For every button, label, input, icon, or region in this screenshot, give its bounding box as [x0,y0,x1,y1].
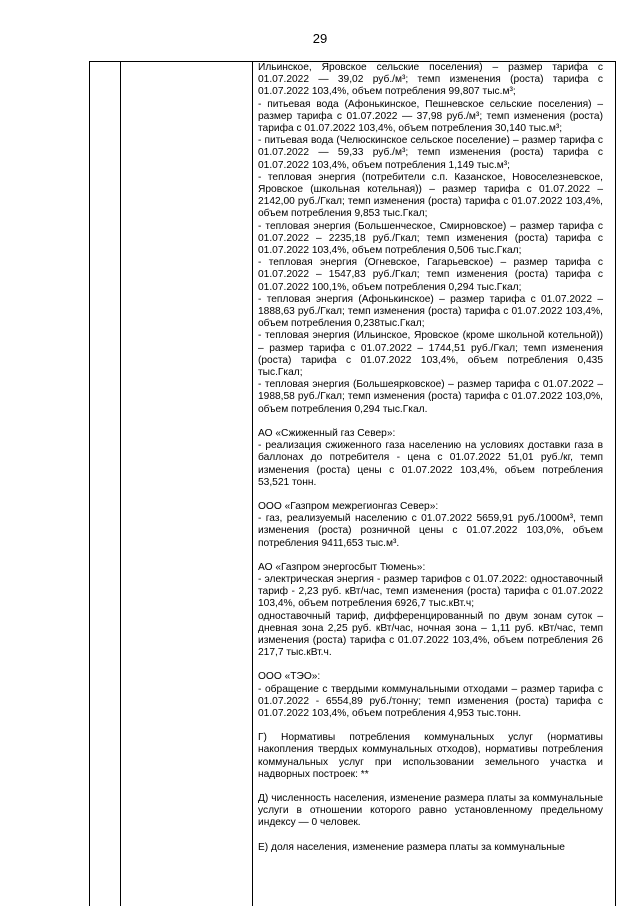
spacer [258,416,603,428]
text-paragraph: - тепловая энергия (Огневское, Гагарьевское) – размер тарифа с 01.07.2022 – 1547,83 руб./Гкал; темп изменения (роста) тарифа с 01.07.2022 100,1%, объем потребления 0,294 тыс.Гкал; [258,257,603,293]
text-paragraph: - электрическая энергия - размер тарифов с 01.07.2022: одноставочный тариф - 2,23 руб. кВт/час, темп изменения (роста) тарифа с 01.07.2022 103,4%, объем потребления 6926,7 тыс.кВт.ч; [258,573,603,610]
table-column-name [121,62,253,906]
text-paragraph: - тепловая энергия (Афонькинское) – размер тарифа с 01.07.2022 – 1888,63 руб./Гкал; темп изменения (роста) тарифа с 01.07.2022 103,4%, объем потребления 0,238тыс.Гкал; [258,293,603,330]
section-heading: ООО «Газпром межрегионгаз Север»: [258,500,439,512]
table-cell-content [258,62,603,854]
text-paragraph: - тепловая энергия (потребители с.п. Казанское, Новоселезневское, Яровское (школьная котельная)) – размер тарифа с 01.07.2022 – 2142,00 руб./Гкал; темп изменения (роста) тарифа с 01.07.2022 103,4%, объем потребления 9,853 тыс.Гкал; [258,171,603,220]
table-column-number [90,62,121,906]
section-heading: АО «Газпром энергосбыт Тюмень»: [258,561,426,573]
text-paragraph: - тепловая энергия (Большенческое, Смирновское) – размер тарифа с 01.07.2022 – 2235,18 руб./Гкал; темп изменения (роста) тарифа с 01.07.2022 103,4%, объем потребления 0,506 тыс.Гкал; [258,220,603,257]
text-paragraph: Д) численность населения, изменение размера платы за коммунальные услуги в отношении которого равно установленному предельному индексу — 0 человек. [258,792,603,829]
text-paragraph: - реализация сжиженного газа населению на условиях доставки газа в баллонах до потребителя - цена с 01.07.2022 51,01 руб./кг, темп изменения (роста) цены с 01.07.2022 103,4%, объем потребления 53,521 тонн. [258,440,603,488]
text-paragraph: - тепловая энергия (Ильинское, Яровское (кроме школьной котельной)) – размер тарифа с 01.07.2022 – 1744,51 руб./Гкал; темп изменения (роста) тарифа с 01.07.2022 103,4%, объем потребления 0,435 тыс.Гкал; [258,330,603,379]
text-paragraph: - газ, реализуемый населению с 01.07.2022 5659,91 руб./1000м³, темп изменения (роста) розничной цены с 01.07.2022 103,0%, объем потребления 9411,653 тыс.м³. [258,513,603,549]
spacer [258,550,603,562]
section-heading: АО «Сжиженный газ Север»: [258,427,396,439]
text-paragraph: одноставочный тариф, дифференцированный по двум зонам суток – дневная зона 2,25 руб. кВт/час, ночная зона – 1,11 руб. кВт/час, темп изменения (роста) тарифа с 01.07.2022 103,4%, объем потребления 26 217,7 тыс.кВт.ч. [258,610,603,659]
text-paragraph: - питьевая вода (Афонькинское, Пешневское сельские поселения) – размер тарифа с 01.07.2022 — 37,98 руб./м³; темп изменения (роста) тарифа с 01.07.2022 103,4%, объем потребления 30,140 тыс.м³; [258,98,603,135]
text-paragraph: - тепловая энергия (Большеярковское) – размер тарифа с 01.07.2022 – 1988,58 руб./Гкал; темп изменения (роста) тарифа с 01.07.2022 103,0%, объем потребления 0,294 тыс.Гкал. [258,379,603,415]
spacer [258,830,603,842]
text-paragraph: Г) Нормативы потребления коммунальных услуг (нормативы накопления твердых коммунальных отходов), нормативы потребления коммунальных услуг при использовании земельного участка и надворных построек: ** [258,732,603,780]
text-paragraph: Е) доля населения, изменение размера платы за коммунальные [258,841,565,853]
document-table [89,61,616,906]
spacer [258,489,603,501]
section-heading: ООО «ТЭО»: [258,671,321,683]
text-paragraph: - обращение с твердыми коммунальными отходами – размер тарифа с 01.07.2022 - 6554,89 руб./тонну; темп изменения (роста) тарифа с 01.07.2022 103,4%, объем потребления 4,953 тыс.тонн. [258,683,603,719]
spacer [258,781,603,793]
text-paragraph: - питьевая вода (Челюскинское сельское поселение) – размер тарифа с 01.07.2022 — 59,33 руб./м³; темп изменения (роста) тарифа с 01.07.2022 103,4%, объем потребления 1,149 тыс.м³; [258,135,603,171]
text-paragraph: Ильинское, Яровское сельские поселения) – размер тарифа с 01.07.2022 — 39,02 руб./м³; темп изменения (роста) тарифа с 01.07.2022 103,4%, объем потребления 99,807 тыс.м³; [258,62,603,98]
spacer [258,659,603,671]
page-number: 29 [312,31,328,46]
spacer [258,720,603,732]
